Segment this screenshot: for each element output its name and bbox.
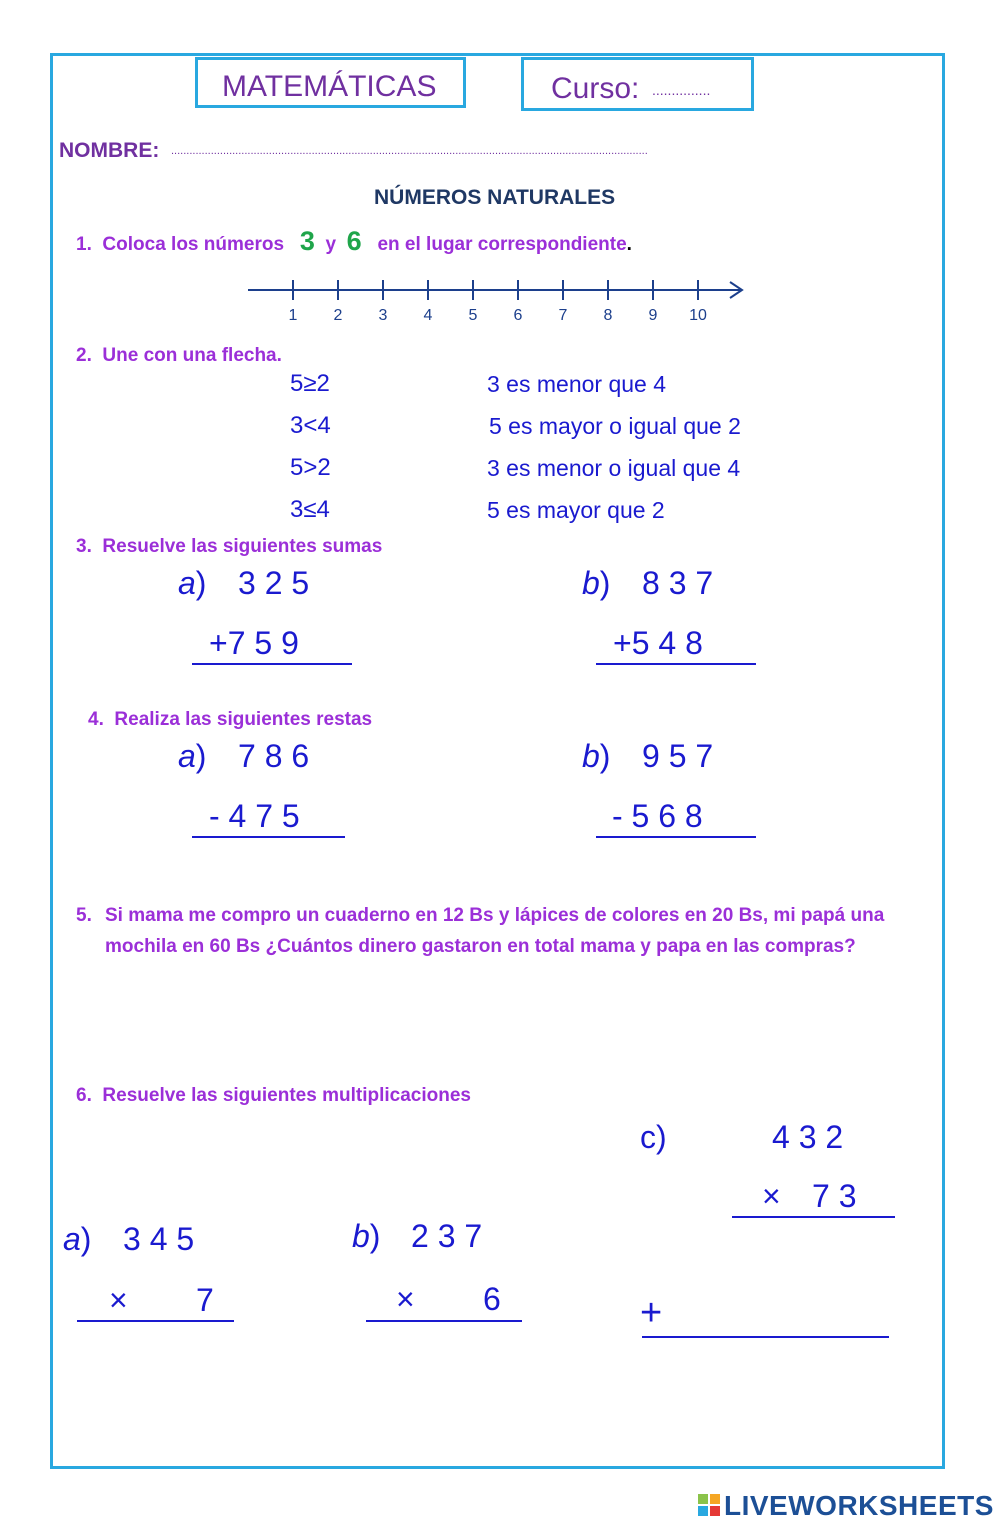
q2-right-2[interactable]: 5 es mayor o igual que 2 — [489, 413, 741, 439]
q6-b-bottom: 6 — [483, 1281, 501, 1317]
q4-a-top: 7 8 6 — [238, 738, 310, 774]
q2-left-1[interactable]: 5≥2 — [290, 370, 330, 397]
q6-c-times: × — [762, 1178, 781, 1214]
q2-left-2[interactable]: 3<4 — [290, 412, 331, 439]
number-line-label-9: 9 — [648, 307, 658, 324]
q4-b-top: 9 5 7 — [642, 738, 714, 774]
q3-number: 3. — [76, 536, 92, 557]
q1-number-6: 6 — [346, 226, 362, 256]
q1-and: y — [325, 234, 337, 255]
q4-text: Realiza las siguientes restas — [114, 709, 373, 730]
number-line-label-8: 8 — [603, 307, 613, 324]
q1-period: . — [626, 234, 632, 255]
q6-c-label: c) — [640, 1119, 667, 1155]
number-line-label-5: 5 — [468, 307, 478, 324]
q4-number: 4. — [88, 709, 104, 730]
q6-a-times: × — [109, 1282, 128, 1318]
q6-b-times: × — [396, 1281, 415, 1317]
number-line-label-1: 1 — [288, 307, 298, 324]
q3-instruction — [76, 536, 382, 558]
q6-b-line — [366, 1320, 522, 1322]
q2-right-3[interactable]: 3 es menor o igual que 4 — [487, 455, 741, 481]
q5-line-2: mochila en 60 Bs ¿Cuántos dinero gastaron en total mama y papa en las compras? — [105, 936, 856, 957]
q2-number: 2. — [76, 345, 92, 366]
name-label: NOMBRE: — [59, 139, 160, 162]
q1-text-a: Coloca los números — [102, 234, 285, 255]
name-dots[interactable]: ............................................................................................................................................................ — [171, 145, 648, 157]
q6-a-line — [77, 1320, 234, 1322]
q4-a-bottom: - 4 7 5 — [209, 798, 300, 834]
subject-label: MATEMÁTICAS — [222, 70, 437, 103]
number-line-label-2: 2 — [333, 307, 343, 324]
subject-box — [195, 57, 466, 108]
q1-instruction — [76, 226, 632, 257]
q4-a-label: a) — [178, 738, 207, 774]
liveworksheets-logo-icon — [698, 1494, 720, 1518]
q1-text-b: en el lugar correspondiente — [377, 234, 627, 255]
q3-a-label: a) — [178, 565, 207, 601]
q6-b-label: b) — [352, 1218, 381, 1254]
q6-number: 6. — [76, 1085, 92, 1106]
q3-b-sum-line — [596, 663, 756, 665]
number-line-label-3: 3 — [378, 307, 388, 324]
q5-line-1: Si mama me compro un cuaderno en 12 Bs y lápices de colores en 20 Bs, mi papá una — [105, 905, 885, 926]
number-line[interactable] — [240, 278, 760, 328]
liveworksheets-brand[interactable]: LIVEWORKSHEETS — [724, 1490, 994, 1521]
q2-right-4[interactable]: 5 es mayor que 2 — [487, 497, 665, 523]
q2-instruction — [76, 345, 282, 367]
number-line-label-7: 7 — [558, 307, 568, 324]
q6-a-top: 3 4 5 — [123, 1221, 195, 1257]
course-dots[interactable]: ............... — [652, 82, 711, 98]
q5-number: 5. — [76, 905, 92, 926]
q2-left-4[interactable]: 3≤4 — [290, 496, 330, 523]
q4-instruction — [88, 709, 372, 731]
q6-text: Resuelve las siguientes multiplicaciones — [102, 1085, 471, 1106]
course-box — [521, 57, 754, 111]
number-line-label-4: 4 — [423, 307, 433, 324]
q6-c-line — [732, 1216, 895, 1218]
q3-a-top: 3 2 5 — [238, 565, 310, 601]
q3-a-bottom: +7 5 9 — [209, 625, 299, 661]
q6-instruction — [76, 1085, 471, 1107]
q3-text: Resuelve las siguientes sumas — [102, 536, 383, 557]
q6-c-result-line — [642, 1336, 889, 1338]
q3-b-top: 8 3 7 — [642, 565, 714, 601]
page-title: NÚMEROS NATURALES — [374, 186, 616, 209]
q3-a-sum-line — [192, 663, 352, 665]
q2-left-3[interactable]: 5>2 — [290, 454, 331, 481]
q4-b-bottom: - 5 6 8 — [612, 798, 703, 834]
q6-c-top: 4 3 2 — [772, 1119, 844, 1155]
q4-b-label: b) — [582, 738, 611, 774]
number-line-label-10: 10 — [689, 307, 707, 324]
q6-a-bottom: 7 — [196, 1282, 214, 1318]
q4-a-line — [192, 836, 345, 838]
q2-right-1[interactable]: 3 es menor que 4 — [487, 371, 667, 397]
q5-answer-area[interactable] — [105, 970, 905, 1070]
q1-number: 1. — [76, 234, 92, 255]
q3-b-label: b) — [582, 565, 611, 601]
q6-b-top: 2 3 7 — [411, 1218, 483, 1254]
q6-c-bottom: 7 3 — [812, 1178, 857, 1214]
q2-text: Une con una flecha. — [102, 345, 282, 366]
q3-b-bottom: +5 4 8 — [613, 625, 703, 661]
q6-c-plus: + — [640, 1292, 663, 1334]
q6-a-label: a) — [63, 1221, 92, 1257]
q4-b-line — [596, 836, 756, 838]
q1-number-3: 3 — [299, 226, 315, 256]
course-label: Curso: — [551, 72, 640, 105]
number-line-label-6: 6 — [513, 307, 523, 324]
